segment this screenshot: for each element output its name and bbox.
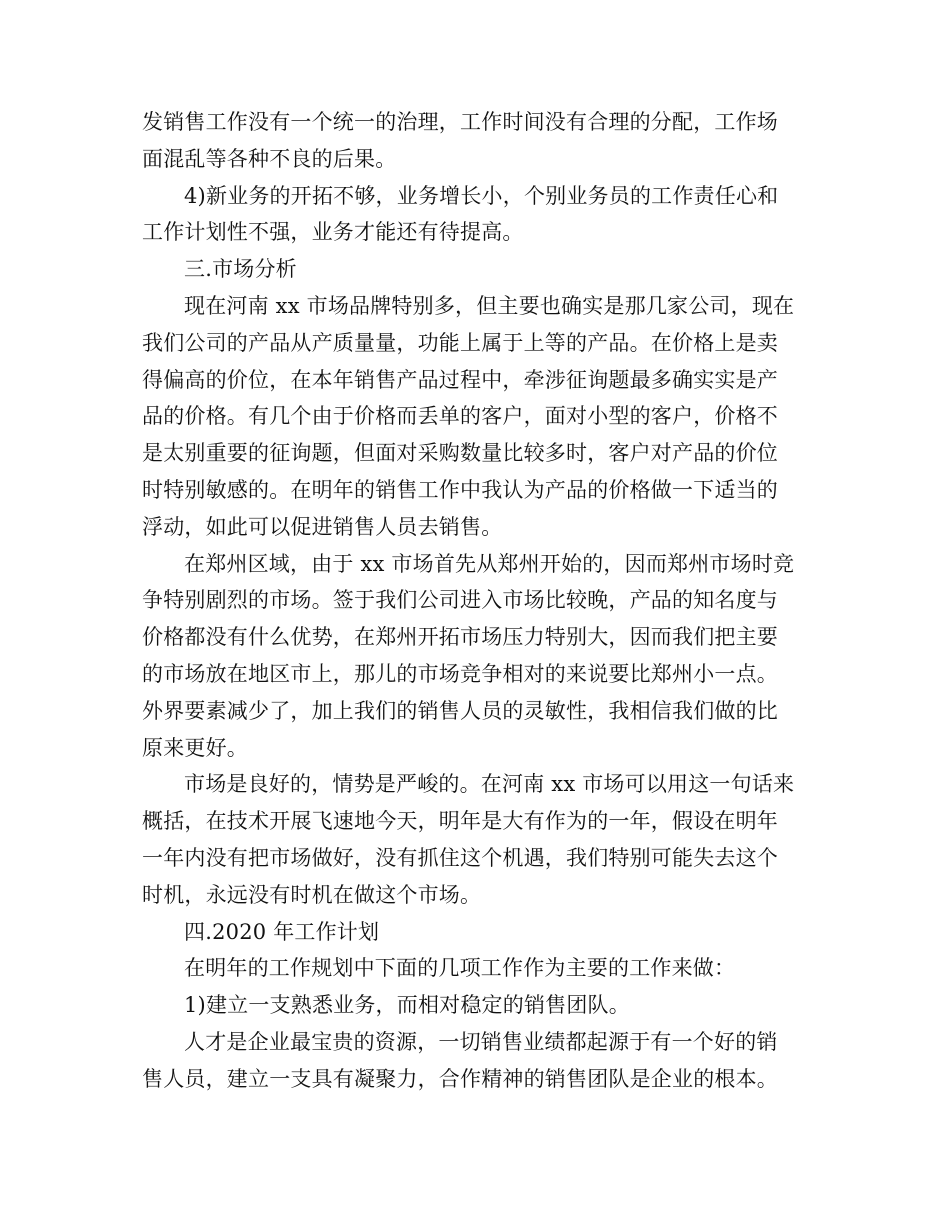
text-line: 四.2020 年工作计划	[184, 919, 380, 944]
text-line: 的市场放在地区市上，那儿的市场竞争相对的来说要比郑州小一点。	[142, 661, 778, 686]
text-line: 浮动，如此可以促进销售人员去销售。	[142, 514, 503, 539]
text-line: 一年内没有把市场做好，没有抓住这个机遇，我们特别可能失去这个	[142, 845, 778, 870]
text-line: 人才是企业最宝贵的资源，一切销售业绩都起源于有一个好的销	[184, 1029, 778, 1054]
text-line: 发销售工作没有一个统一的治理，工作时间没有合理的分配，工作场	[142, 110, 778, 134]
text-line: 价格都没有什么优势，在郑州开拓市场压力特别大，因而我们把主要	[142, 625, 778, 650]
text-line: 售人员，建立一支具有凝聚力，合作精神的销售团队是企业的根本。	[142, 1066, 778, 1091]
text-line: 在郑州区域，由于 xx 市场首先从郑州开始的，因而郑州市场时竞	[184, 551, 795, 576]
document-body	[142, 104, 812, 1098]
text-line: 面混乱等各种不良的后果。	[142, 146, 397, 171]
text-line: 时机，永远没有时机在做这个市场。	[142, 882, 482, 907]
text-line: 外界要素减少了，加上我们的销售人员的灵敏性，我相信我们做的比	[142, 698, 778, 723]
text-line: 争特别剧烈的市场。签于我们公司进入市场比较晚，产品的知名度与	[142, 588, 778, 613]
text-line: 概括，在技术开展飞速地今天，明年是大有作为的一年，假设在明年	[142, 809, 778, 834]
text-line: 品的价格。有几个由于价格而丢单的客户，面对小型的客户，价格不	[142, 404, 778, 429]
text-line: 是太别重要的征询题，但面对采购数量比较多时，客户对产品的价位	[142, 441, 778, 466]
text-line: 市场是良好的，情势是严峻的。在河南 xx 市场可以用这一句话来	[184, 772, 795, 797]
text-line: 三.市场分析	[184, 257, 297, 282]
text-line: 得偏高的价位，在本年销售产品过程中，牵涉征询题最多确实实是产	[142, 367, 778, 392]
text-line: 时特别敏感的。在明年的销售工作中我认为产品的价格做一下适当的	[142, 477, 778, 502]
text-line: 工作计划性不强，业务才能还有待提高。	[142, 220, 524, 245]
text-line: 现在河南 xx 市场品牌特别多，但主要也确实是那几家公司，现在	[184, 293, 795, 318]
text-line: 1)建立一支熟悉业务，而相对稳定的销售团队。	[184, 993, 630, 1018]
text-line: 在明年的工作规划中下面的几项工作作为主要的工作来做：	[184, 956, 736, 981]
text-line: 4)新业务的开拓不够，业务增长小，个别业务员的工作责任心和	[184, 183, 779, 208]
text-line: 原来更好。	[142, 735, 248, 760]
text-line: 我们公司的产品从产质量量，功能上属于上等的产品。在价格上是卖	[142, 330, 778, 355]
